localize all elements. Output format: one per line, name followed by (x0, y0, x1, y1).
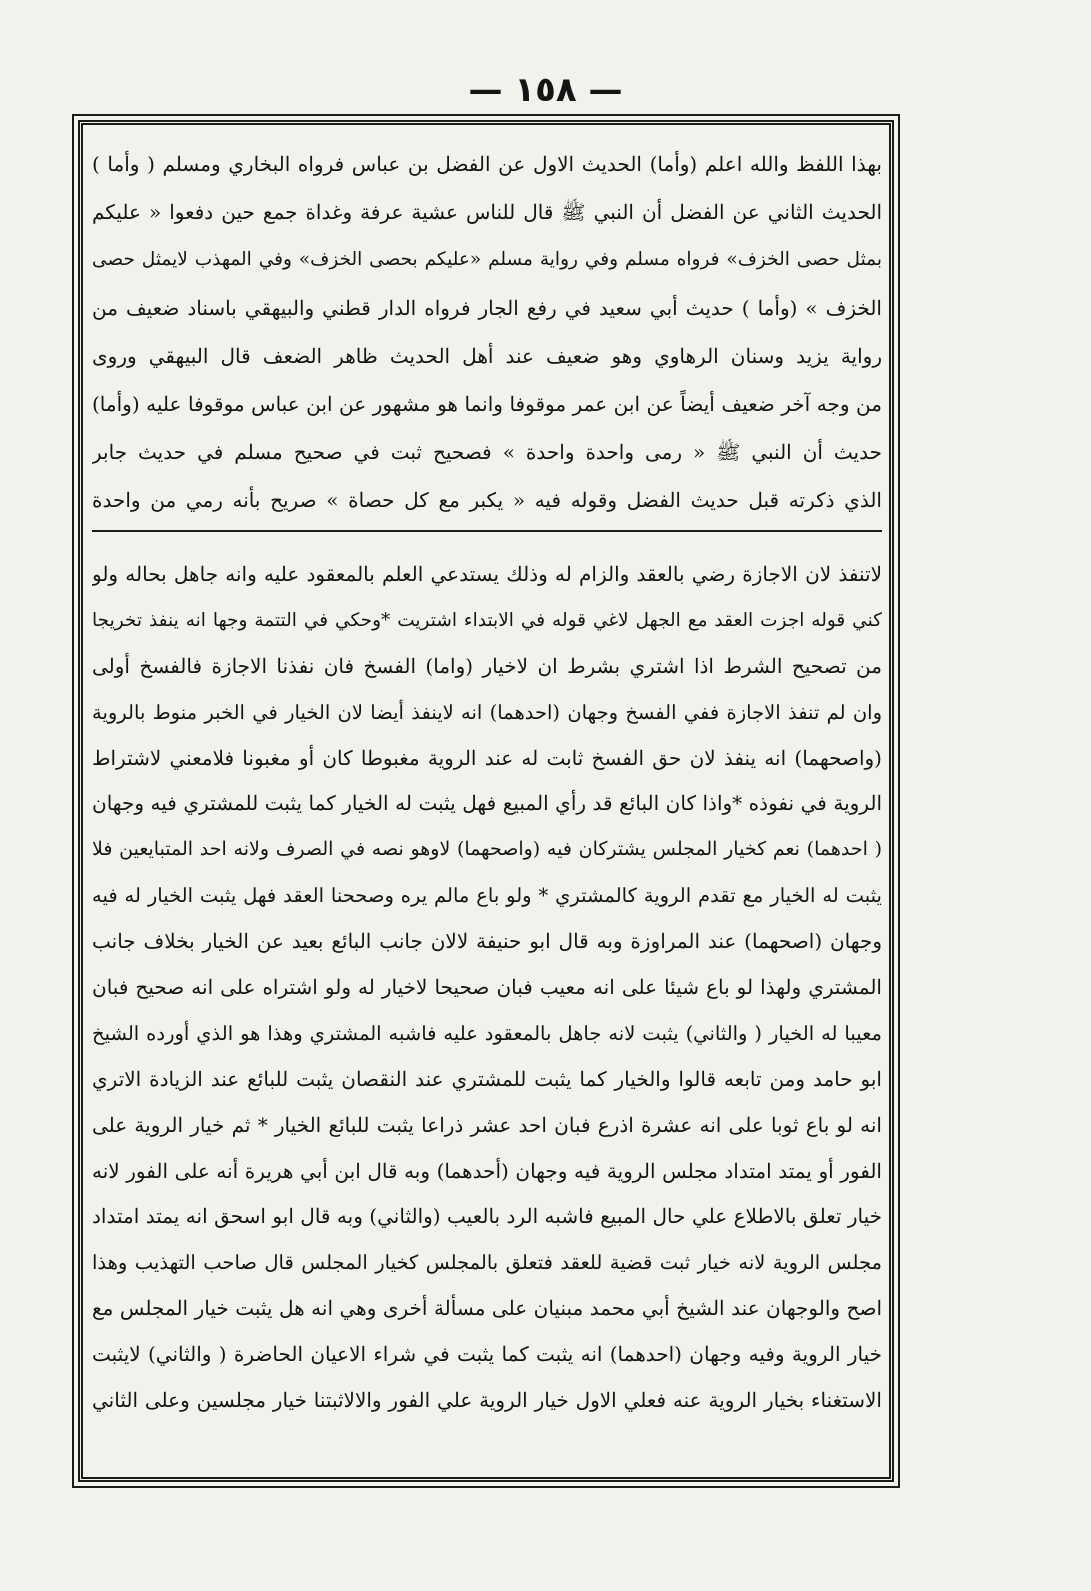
text-line: بمثل حصى الخزف» فرواه مسلم وفي رواية مسلم «عليكم بحصى الخزف» وفي المهذب لايمثل حصى (92, 249, 882, 270)
text-line: من تصحيح الشرط اذا اشتري بشرط ان لاخيار (واما) الفسخ فان نفذنا الاجازة فالفسخ أولى (92, 653, 882, 678)
text-line: من وجه آخر ضعيف أيضاً عن ابن عمر موقوفا وانما هو مشهور عن ابن عباس موقوفا عليه (وأما) (92, 392, 882, 416)
page-number: — ١٥٨ — (468, 70, 623, 110)
text-line: معيبا له الخيار ( والثاني) يثبت لانه جاهل بالمعقود عليه فاشبه المشتري وهذا هو الذي أورده الشيخ (92, 1021, 882, 1045)
text-line: (واصحهما) انه ينفذ لان حق الفسخ ثابت له عند الروية مغبوطا كان أو مغبونا فلامعني لاشتراط (92, 745, 882, 770)
text-line: لاتنفذ لان الاجازة رضي بالعقد والزام له وذلك يستدعي العلم بالمعقود عليه وانه جاهل بحاله ولو (92, 562, 882, 586)
text-line: رواية يزيد وسنان الرهاوي وهو ضعيف عند أهل الحديث ظاهر الضعف قال البيهقي وروى (92, 344, 882, 368)
commentary-block (92, 140, 882, 525)
main-text-block (92, 552, 882, 1472)
section-divider (92, 530, 882, 532)
text-line: وان لم تنفذ الاجازة ففي الفسخ وجهان (احدهما) انه لاينفذ أيضا لان الخيار في الخبر منوط بالروية (92, 700, 882, 724)
text-line: الذي ذكرته قبل حديث الفضل وقوله فيه « يكبر مع كل حصاة » صريح بأنه رمي من واحدة (92, 488, 882, 512)
text-line: خيار الروية وفيه وجهان (احدهما) انه يثبت كما يثبت في شراء الاعيان الحاضرة ( والثاني) لايثبت (92, 1342, 882, 1367)
text-line: اصح والوجهان عند الشيخ أبي محمد مبنيان على مسألة أخرى وهي انه هل يثبت خيار المجلس مع (92, 1296, 882, 1321)
text-line: حديث أن النبي ﷺ « رمى واحدة واحدة » فصحيح ثبت في صحيح مسلم في حديث جابر (92, 440, 882, 464)
text-line: الفور أو يمتد امتداد مجلس الروية فيه وجهان (أحدهما) وبه قال ابن أبي هريرة أنه على الفور لانه (92, 1158, 882, 1183)
text-line: خيار تعلق بالاطلاع علي حال المبيع فاشبه الرد بالعيب (والثاني) وبه قال ابو اسحق انه يمتد امتداد (92, 1204, 882, 1229)
text-line: مجلس الروية لانه خيار ثبت قضية للعقد فتعلق بالمجلس كخيار المجلس قال صاحب التهذيب وهذا (92, 1251, 882, 1275)
text-line: المشتري ولهذا لو باع شيئا على انه معيب فبان صحيحا لاخيار له ولو اشتراه على انه صحيح فبان (92, 975, 882, 1000)
text-line: الخزف » (وأما ) حديث أبي سعيد في رفع الجار فرواه الدار قطني والبيهقي باسناد ضعيف من (92, 296, 882, 320)
text-line: يثبت له الخيار مع تقدم الروية كالمشتري * ولو باع مالم يره وصححنا العقد فهل يثبت الخيار له فيه (92, 884, 882, 908)
text-line: الحديث الثاني عن الفضل أن النبي ﷺ قال للناس عشية عرفة وغداة جمع حين دفعوا « عليكم (92, 200, 882, 224)
text-line: الاستغناء بخيار الروية عنه فعلي الاول خيار الروية علي الفور والالاثبتنا خيار مجلسين وعلى الثاني (92, 1388, 882, 1413)
text-line: الروية في نفوذه *واذا كان البائع قد رأي المبيع فهل يثبت له الخيار كما يثبت للمشتري فيه وجهان (92, 791, 882, 816)
text-line: كني قوله اجزت العقد مع الجهل لاغي قوله في الابتداء اشتريت *وحكي في التتمة وجها انه ينفذ تخريجا (92, 609, 882, 631)
text-line: ( احدهما) نعم كخيار المجلس يشتركان فيه (واصحهما) لاوهو نصه في الصرف ولانه احد المتبايعين فلا (92, 838, 882, 861)
text-line: بهذا اللفظ والله اعلم (وأما) الحديث الاول عن الفضل بن عباس فرواه البخاري ومسلم ( وأما ) (92, 152, 882, 176)
text-line: ابو حامد ومن تابعه قالوا والخيار كما يثبت للمشتري عند النقصان يثبت للبائع عند الزيادة الاتري (92, 1066, 882, 1091)
text-line: وجهان (اصحهما) عند المراوزة وبه قال ابو حنيفة لالان جانب البائع بعيد عن الخيار بخلاف جانب (92, 929, 882, 954)
text-line: انه لو باع ثوبا على انه عشرة اذرع فبان احد عشر ذراعا يثبت للبائع الخيار * ثم خيار الروية على (92, 1112, 882, 1137)
